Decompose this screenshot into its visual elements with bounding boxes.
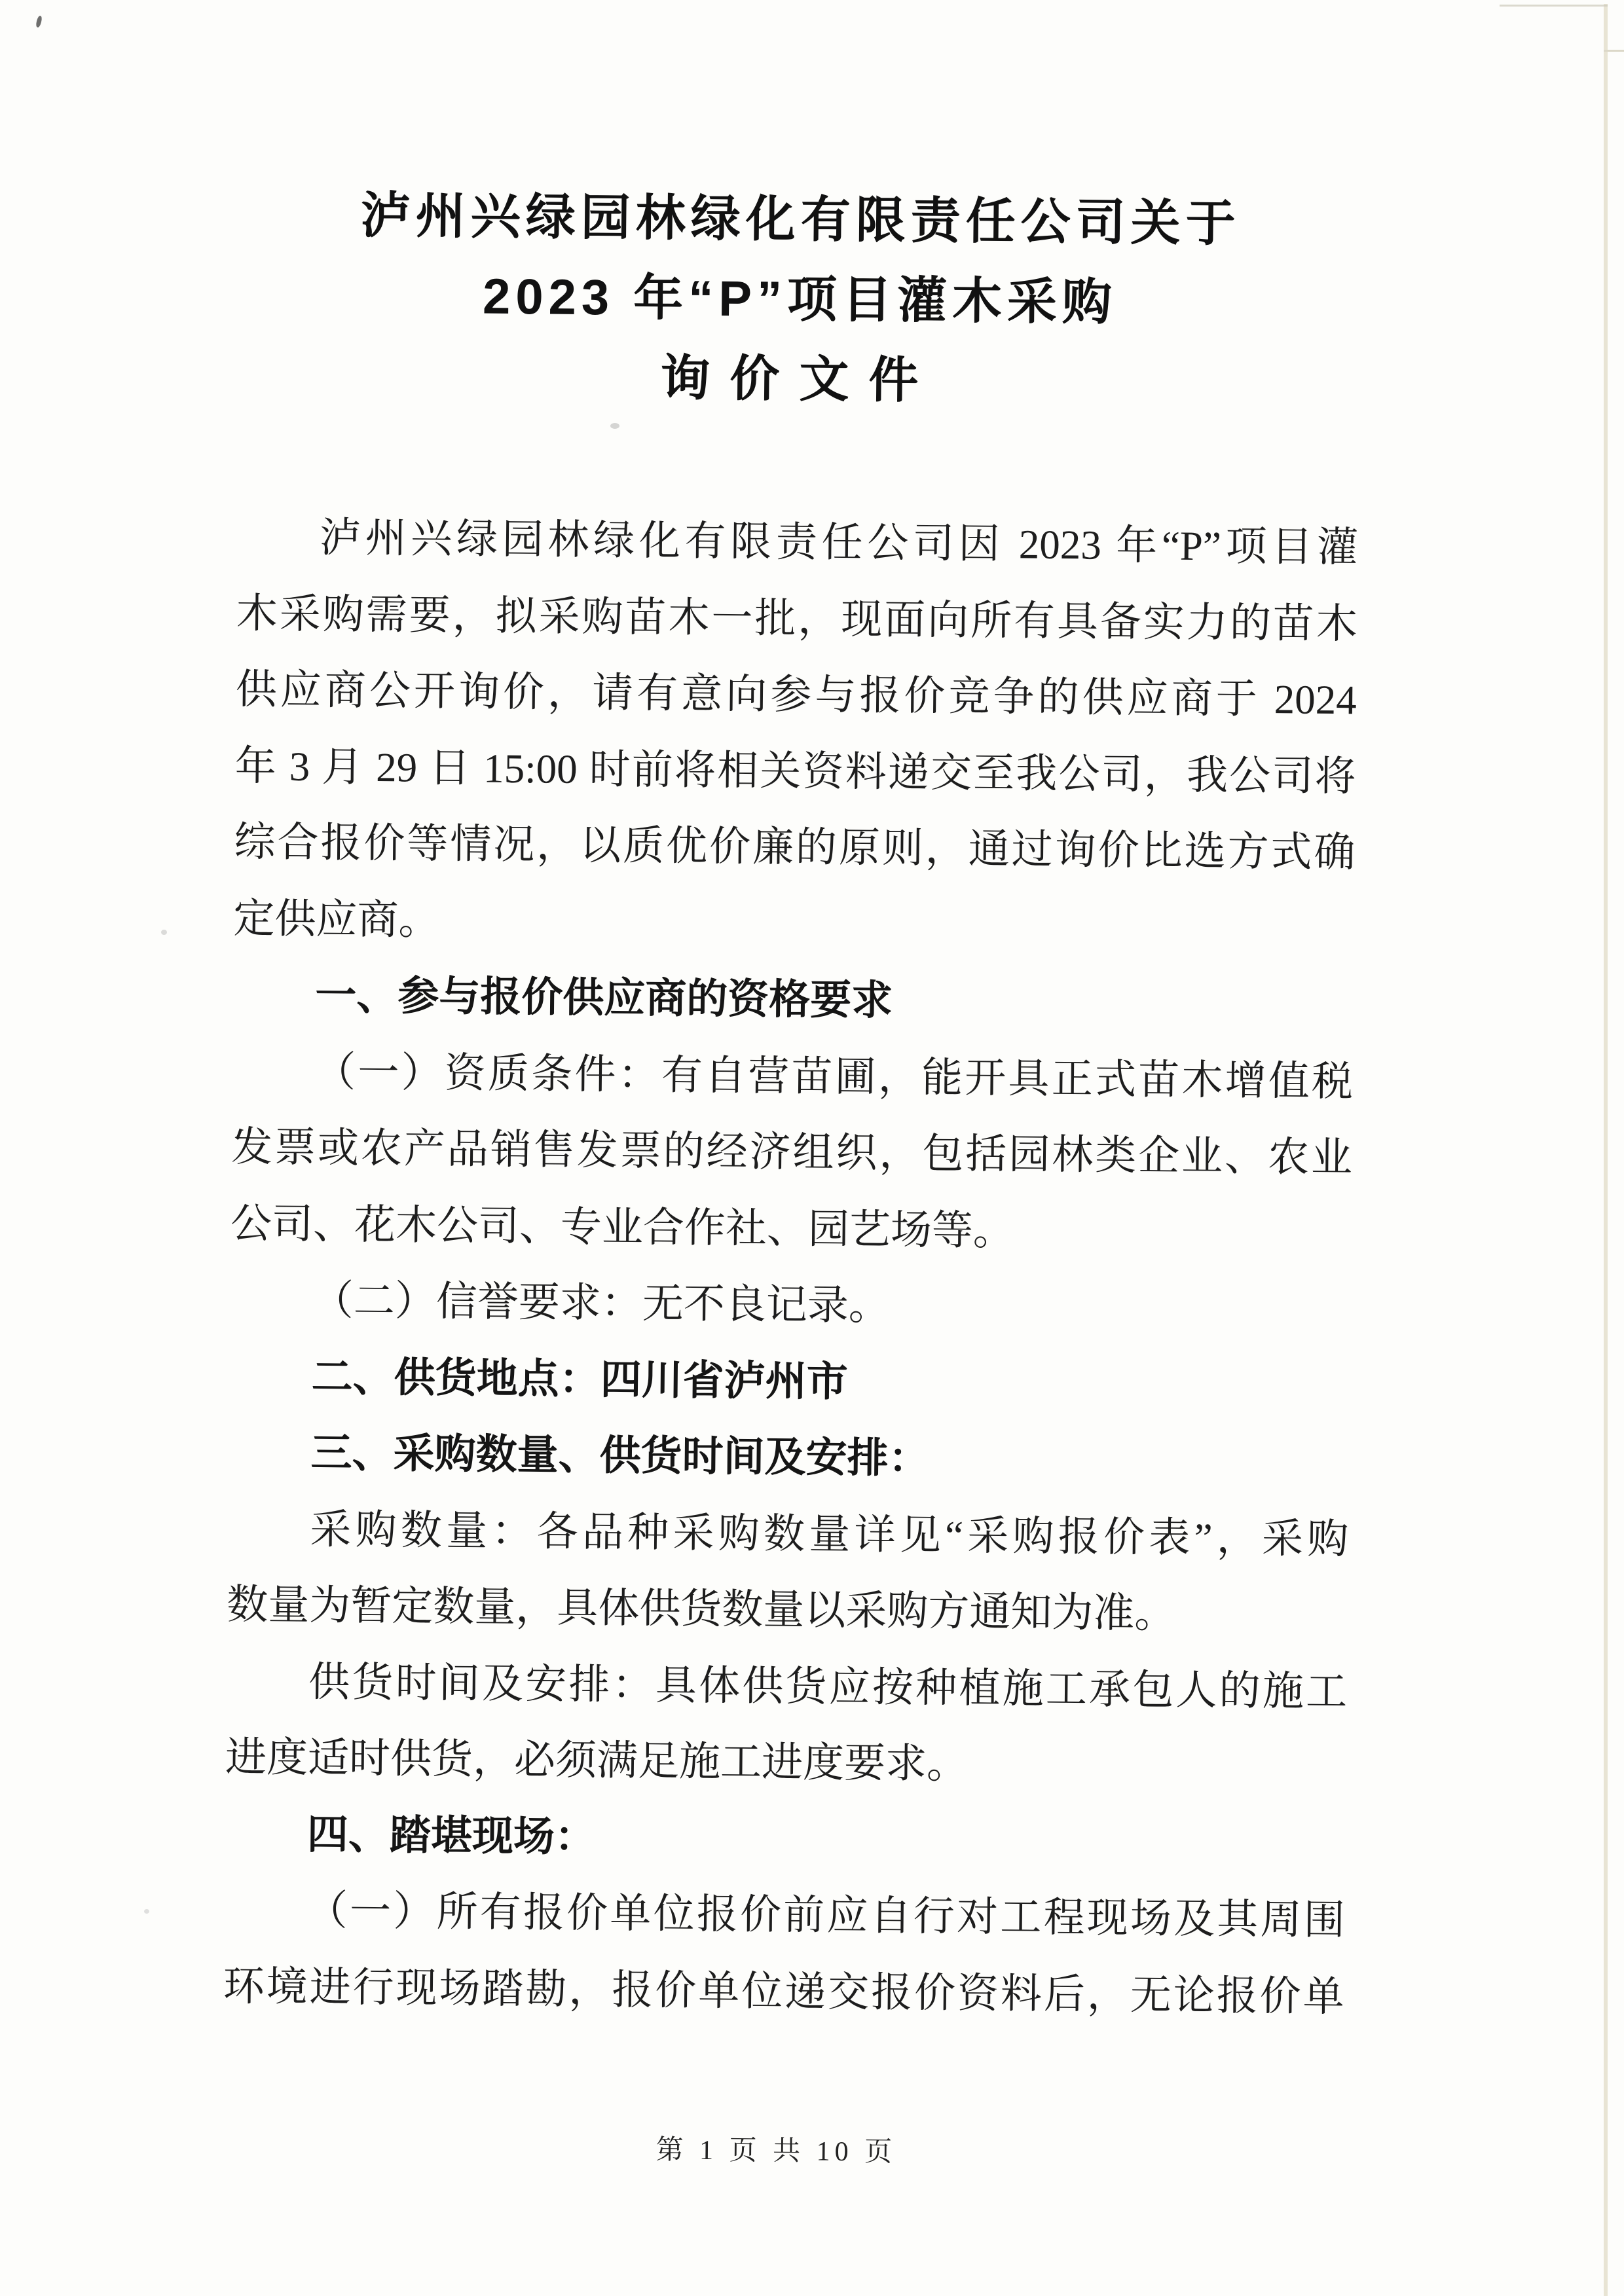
scan-top-edge bbox=[1500, 5, 1608, 7]
body-line: 二、供货地点：四川省泸州市 bbox=[311, 1353, 848, 1405]
body-line: 供应商公开询价，请有意向参与报价竞争的供应商于 2024 bbox=[235, 666, 1357, 723]
scan-edge-line bbox=[1604, 4, 1608, 2296]
body-line: 定供应商。 bbox=[233, 895, 440, 943]
body-line: 采购数量：各品种采购数量详见“采购报价表”，采购 bbox=[310, 1506, 1349, 1562]
body-line: 公司、花木公司、专业合作社、园艺场等。 bbox=[230, 1200, 1015, 1254]
body-line: 环境进行现场踏勘，报价单位递交报价资料后，无论报价单 bbox=[223, 1963, 1345, 2020]
title-line: 泸州兴绿园林绿化有限责任公司关于 bbox=[360, 187, 1242, 252]
body-line: 泸州兴绿园林绿化有限责任公司因 2023 年“P”项目灌 bbox=[319, 515, 1359, 571]
scan-edge-tick bbox=[1604, 50, 1624, 52]
scan-speckle bbox=[161, 930, 167, 935]
body-line: 数量为暂定数量，具体供货数量以采购方通知为准。 bbox=[227, 1581, 1176, 1637]
title-line: 2023 年“P”项目灌木采购 bbox=[482, 268, 1118, 331]
body-line: 三、采购数量、供货时间及安排： bbox=[310, 1430, 930, 1482]
body-line: 供货时间及安排：具体供货应按种植施工承包人的施工 bbox=[308, 1658, 1348, 1715]
body-line: （二）信誉要求：无不良记录。 bbox=[312, 1277, 891, 1329]
scan-speckle bbox=[144, 1909, 149, 1914]
document-body bbox=[223, 499, 1358, 2035]
body-line: 四、踏堪现场： bbox=[306, 1811, 597, 1860]
scan-speckle bbox=[610, 423, 619, 429]
body-line: 进度适时供货，必须满足施工进度要求。 bbox=[225, 1734, 969, 1787]
body-line: 一、参与报价供应商的资格要求 bbox=[314, 972, 893, 1024]
document-title bbox=[238, 175, 1361, 425]
body-line: 发票或农产品销售发票的经济组织，包括园林类企业、农业 bbox=[231, 1123, 1353, 1181]
body-line: （一）资质条件：有自营苗圃，能开具正式苗木增值税 bbox=[314, 1048, 1354, 1104]
body-line: 年 3 月 29 日 15:00 时前将相关资料递交至我公司，我公司将 bbox=[234, 742, 1356, 799]
body-line: （一）所有报价单位报价前应自行对工程现场及其周围 bbox=[306, 1887, 1346, 1944]
page-number: 第 1 页 共 10 页 bbox=[655, 2135, 897, 2168]
title-line: 询价文件 bbox=[659, 350, 938, 409]
body-line: 综合报价等情况，以质优价廉的原则，通过询价比选方式确 bbox=[234, 818, 1356, 876]
body-line: 木采购需要，拟采购苗木一批，现面向所有具备实力的苗木 bbox=[236, 590, 1358, 647]
